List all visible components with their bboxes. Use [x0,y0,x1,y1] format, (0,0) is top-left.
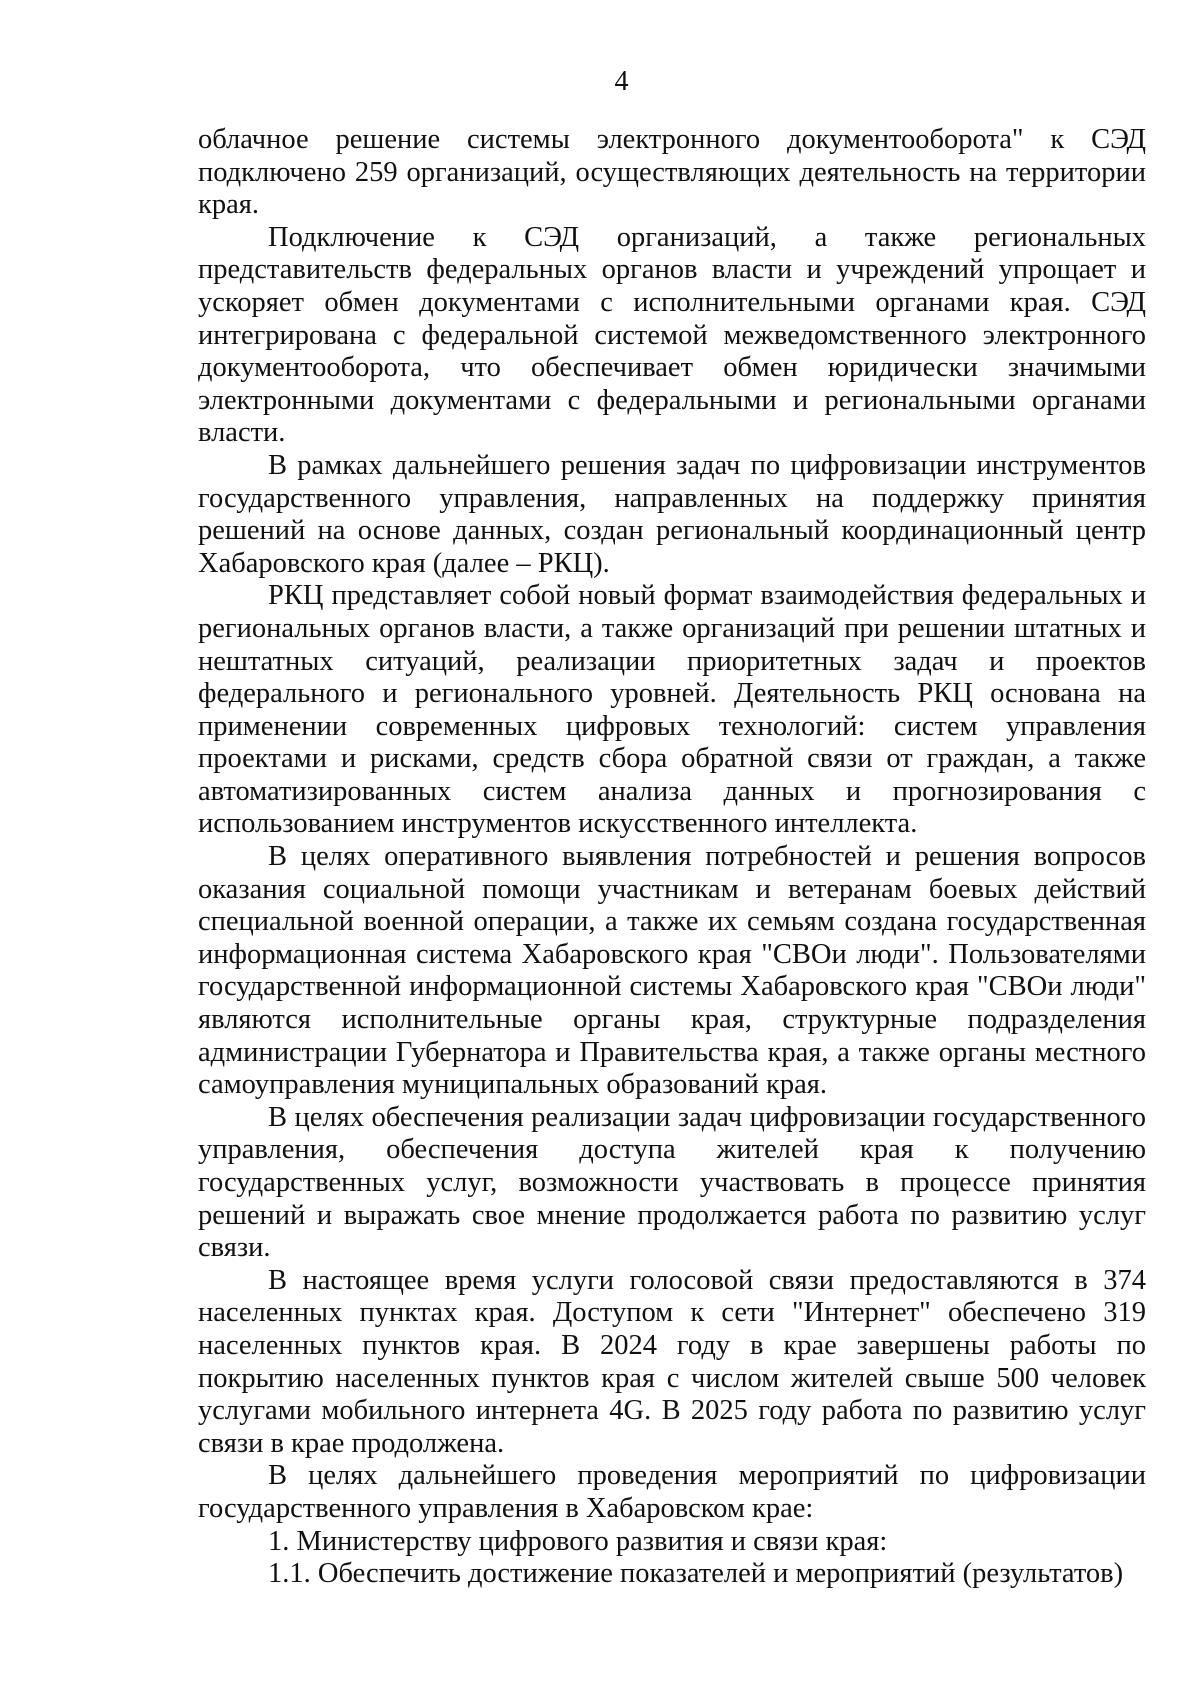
list-item: 1. Министерству цифрового развития и связи края: [268,1525,888,1557]
paragraph: Подключение к СЭД организаций, а также региональных представительств федеральных органов власти и учреждений упрощает и ускоряет обмен документами с исполнительными органами края. СЭД интегрирована с федеральной системой межведомственного электронного документооборота, что обеспечивает обмен юридически значимыми электронными документами с федеральными и региональными органами власти. [198,221,1146,449]
paragraph: В целях обеспечения реализации задач цифровизации государственного управления, обеспечения доступа жителей края к получению государственных услуг, возможности участвовать в процессе принятия решений и выражать свое мнение продолжается работа по развитию услуг связи. [198,1101,1146,1264]
paragraph: В целях дальнейшего проведения мероприятий по цифровизации государственного управления в Хабаровском крае: [198,1460,1146,1524]
paragraph: В рамках дальнейшего решения задач по цифровизации инструментов государственного управления, направленных на поддержку принятия решений на основе данных, создан региональный координационный центр Хабаровского края (далее – РКЦ). [198,449,1146,579]
document-body [198,124,1146,1591]
paragraph: В настоящее время услуги голосовой связи предоставляются в 374 населенных пунктах края. Доступом к сети "Интернет" обеспечено 319 населенных пунктов края. В 2024 году в крае завершены работы по покрытию населенных пунктов края с числом жителей свыше 500 человек услугами мобильного интернета 4G. В 2025 году работа по развитию услуг связи в крае продолжена. [198,1264,1146,1459]
list-item: 1.1. Обеспечить достижение показателей и мероприятий (результатов) [268,1558,1124,1590]
paragraph: В целях оперативного выявления потребностей и решения вопросов оказания социальной помощи участникам и ветеранам боевых действий специальной военной операции, а также их семьям создана государственная информационная система Хабаровского края "СВОи люди". Пользователями государственной информационной системы Хабаровского края "СВОи люди" являются исполнительные органы края, структурные подразделения администрации Губернатора и Правительства края, а также органы местного самоуправления муниципальных образований края. [198,841,1146,1101]
paragraph: РКЦ представляет собой новый формат взаимодействия федеральных и региональных органов власти, а также организаций при решении штатных и нештатных ситуаций, реализации приоритетных задач и проектов федерального и регионального уровней. Деятельность РКЦ основана на применении современных цифровых технологий: систем управления проектами и рисками, средств сбора обратной связи от граждан, а также автоматизированных систем анализа данных и прогнозирования с использованием инструментов искусственного интеллекта. [198,580,1146,840]
page-number: 4 [614,66,629,97]
paragraph-continuation: облачное решение системы электронного документооборота" к СЭД подключено 259 организаций, осуществляющих деятельность на территории края. [198,124,1146,221]
